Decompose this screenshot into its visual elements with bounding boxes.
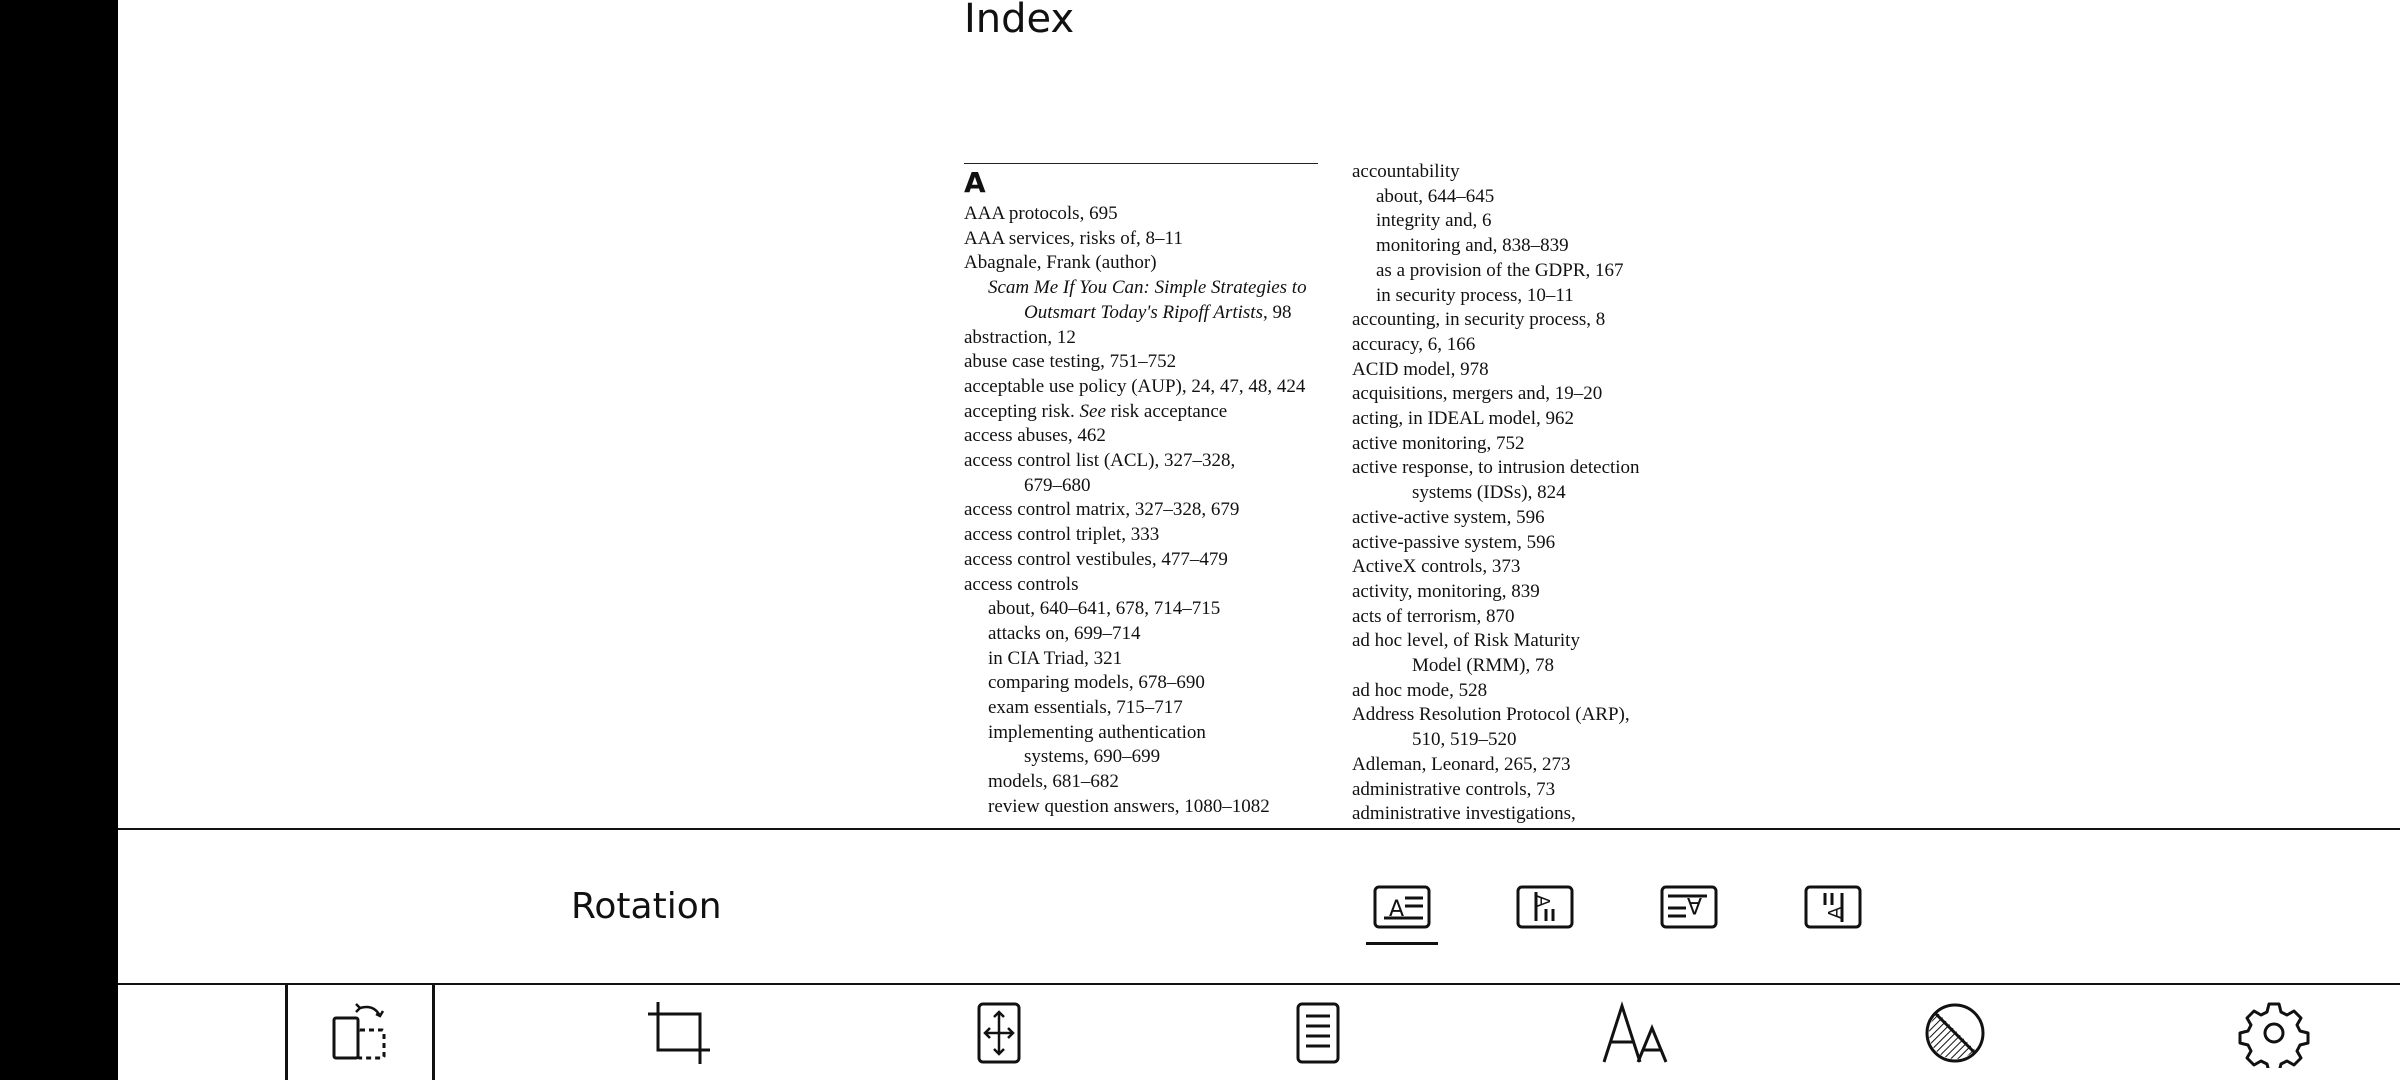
index-entry [964, 202, 1334, 227]
fit-page-icon [963, 998, 1035, 1068]
bottom-toolbar [118, 983, 2400, 1082]
index-entry-text: as a provision of the GDPR, 167 [1376, 259, 1624, 281]
index-entry-text: Outsmart Today's Ripoff Artists [1024, 301, 1263, 323]
index-entry [964, 770, 1334, 795]
index-entry-text: access control vestibules, 477–479 [964, 548, 1228, 570]
index-entry-text: Scam Me If You Can: Simple Strategies to [988, 277, 1307, 299]
index-entry-text: Address Resolution Protocol (ARP), [1352, 704, 1630, 726]
rotation-90-option[interactable] [1515, 884, 1575, 938]
svg-text:A: A [1825, 906, 1846, 919]
index-entry-text: active monitoring, 752 [1352, 432, 1525, 454]
index-entry-text: AAA services, risks of, 8–11 [964, 227, 1183, 249]
rotation-label: Rotation [571, 886, 722, 927]
index-entry [964, 326, 1334, 351]
settings-button[interactable] [2238, 998, 2310, 1068]
page-layout-icon [1282, 998, 1354, 1068]
index-entry-text: in security process, 10–11 [1376, 284, 1574, 306]
rotate-page-button[interactable] [326, 998, 398, 1068]
index-entry-text: accounting, in security process, 8 [1352, 309, 1606, 331]
index-entry-text: abstraction, 12 [964, 326, 1076, 348]
svg-text:A: A [1532, 895, 1553, 908]
index-entry [964, 350, 1334, 375]
index-entry-text: access control triplet, 333 [964, 524, 1160, 546]
index-entry [1352, 654, 1732, 679]
left-black-bar [0, 0, 118, 1080]
index-entry-text: activity, monitoring, 839 [1352, 580, 1540, 602]
rotation-90-icon [1515, 884, 1575, 930]
index-entry [964, 523, 1334, 548]
index-entry [1352, 605, 1732, 630]
index-entry [1352, 481, 1732, 506]
index-entry [964, 647, 1334, 672]
svg-text:A: A [1389, 897, 1405, 922]
index-entry [964, 795, 1334, 820]
index-entry [1352, 531, 1732, 556]
index-entry [964, 375, 1334, 400]
index-entry [1352, 407, 1732, 432]
index-entry-text: AAA protocols, 695 [964, 203, 1118, 224]
index-entry [964, 548, 1334, 573]
index-entry-text: acceptable use policy (AUP), 24, 47, 48, 424 [964, 375, 1306, 397]
index-entry-text: accuracy, 6, 166 [1352, 333, 1476, 355]
index-entry [964, 276, 1334, 301]
index-entry [1352, 284, 1732, 309]
index-entry-text: active response, to intrusion detection [1352, 457, 1640, 479]
crop-button[interactable] [644, 998, 716, 1068]
index-entry-text: implementing authentication [988, 721, 1206, 743]
crop-icon [644, 998, 716, 1068]
settings-gear-icon [2238, 998, 2310, 1068]
index-entry-text: access control matrix, 327–328, 679 [964, 499, 1240, 521]
index-entry-text: access abuses, 462 [964, 425, 1106, 447]
index-right-column [1352, 160, 1732, 827]
index-entry [1352, 185, 1732, 210]
index-entry-text: acquisitions, mergers and, 19–20 [1352, 383, 1603, 405]
font-size-icon [1600, 998, 1672, 1068]
index-entry-text: about, 640–641, 678, 714–715 [988, 598, 1221, 620]
index-entry-text: 510, 519–520 [1412, 729, 1517, 751]
index-entry [1352, 382, 1732, 407]
index-entry-text: acts of terrorism, 870 [1352, 605, 1515, 627]
index-entry [1352, 160, 1732, 185]
index-entry [964, 449, 1334, 474]
index-entry [964, 400, 1334, 425]
index-entry-text: comparing models, 678–690 [988, 672, 1205, 694]
index-entry [964, 227, 1334, 252]
index-entry [1352, 778, 1732, 803]
selected-rotation-indicator [1366, 942, 1438, 945]
page-title: Index [964, 0, 1075, 42]
contrast-icon [1919, 998, 1991, 1068]
index-entry [1352, 209, 1732, 234]
rotation-180-icon [1659, 884, 1719, 930]
index-entry [1352, 629, 1732, 654]
index-entry-text: exam essentials, 715–717 [988, 697, 1183, 719]
index-entry [1352, 358, 1732, 383]
index-entry-text: ACID model, 978 [1352, 358, 1489, 380]
index-entry-text: Adleman, Leonard, 265, 273 [1352, 753, 1571, 775]
index-entry [1352, 802, 1732, 827]
index-entry [1352, 234, 1732, 259]
index-entry [1352, 728, 1732, 753]
index-entry-text: active-active system, 596 [1352, 506, 1545, 528]
index-entry-text: acting, in IDEAL model, 962 [1352, 408, 1574, 430]
index-entry-text: ActiveX controls, 373 [1352, 556, 1521, 578]
index-entry [1352, 456, 1732, 481]
index-entry-text: administrative controls, 73 [1352, 778, 1556, 800]
index-entry [964, 424, 1334, 449]
rotation-0-option[interactable] [1372, 884, 1432, 938]
index-entry-text: Abagnale, Frank (author) [964, 252, 1157, 274]
index-entry-text: monitoring and, 838–839 [1376, 235, 1569, 257]
index-entry-suffix: risk acceptance [1105, 400, 1228, 422]
index-entry-text: active-passive system, 596 [1352, 531, 1556, 553]
index-entry-text: Model (RMM), 78 [1412, 655, 1554, 677]
index-entry [964, 573, 1334, 598]
index-entry [964, 301, 1334, 326]
rotation-270-option[interactable] [1803, 884, 1863, 938]
index-entry-text: about, 644–645 [1376, 185, 1495, 207]
rotation-0-icon [1372, 884, 1432, 930]
index-entry [1352, 308, 1732, 333]
rotate-page-icon [326, 998, 398, 1068]
index-entry-text: models, 681–682 [988, 771, 1119, 793]
index-entry-text: review question answers, 1080–1082 [988, 795, 1270, 817]
index-entry [964, 696, 1334, 721]
index-entry-text: accepting risk. [964, 400, 1080, 422]
see-reference: See [1079, 400, 1106, 422]
index-entry-text: in CIA Triad, 321 [988, 647, 1123, 669]
index-entry-text: attacks on, 699–714 [988, 622, 1141, 644]
index-entry [1352, 703, 1732, 728]
index-entry [964, 745, 1334, 770]
index-entry-text: administrative investigations, [1352, 803, 1576, 825]
index-entry [964, 597, 1334, 622]
index-entry [1352, 506, 1732, 531]
rotation-270-icon [1803, 884, 1863, 930]
section-letter: A [964, 166, 986, 199]
index-entry-text: abuse case testing, 751–752 [964, 351, 1177, 373]
index-entry-text: 679–680 [1024, 474, 1091, 496]
toolbar-separator [432, 983, 435, 1080]
contrast-button[interactable] [1919, 998, 1991, 1068]
fit-page-button[interactable] [963, 998, 1035, 1068]
index-entry [964, 622, 1334, 647]
index-entry-suffix: , 98 [1262, 301, 1292, 323]
index-entry-text: systems, 690–699 [1024, 746, 1161, 768]
index-entry-text: ad hoc level, of Risk Maturity [1352, 630, 1580, 652]
font-size-button[interactable] [1600, 998, 1672, 1068]
rotation-180-option[interactable] [1659, 884, 1719, 938]
panel-divider [118, 828, 2400, 830]
section-rule [964, 163, 1318, 164]
index-entry [964, 498, 1334, 523]
index-entry-text: access controls [964, 573, 1079, 595]
index-entry-text: ad hoc mode, 528 [1352, 679, 1488, 701]
index-entry [1352, 555, 1732, 580]
index-left-column [964, 160, 1334, 820]
index-entry [1352, 432, 1732, 457]
index-entry-text: systems (IDSs), 824 [1412, 482, 1566, 504]
toolbar-separator [285, 983, 288, 1080]
page-layout-button[interactable] [1282, 998, 1354, 1068]
index-entry [964, 721, 1334, 746]
index-entry-text: access control list (ACL), 327–328, [964, 450, 1236, 472]
index-entry [1352, 753, 1732, 778]
index-entry-text: accountability [1352, 161, 1460, 182]
index-entry [1352, 259, 1732, 284]
index-entry [1352, 580, 1732, 605]
index-entry [964, 474, 1334, 499]
index-entry-text: integrity and, 6 [1376, 210, 1492, 232]
index-entry [964, 251, 1334, 276]
svg-text:A: A [1686, 892, 1702, 917]
index-entry [964, 671, 1334, 696]
index-entry [1352, 333, 1732, 358]
index-entry [1352, 679, 1732, 704]
